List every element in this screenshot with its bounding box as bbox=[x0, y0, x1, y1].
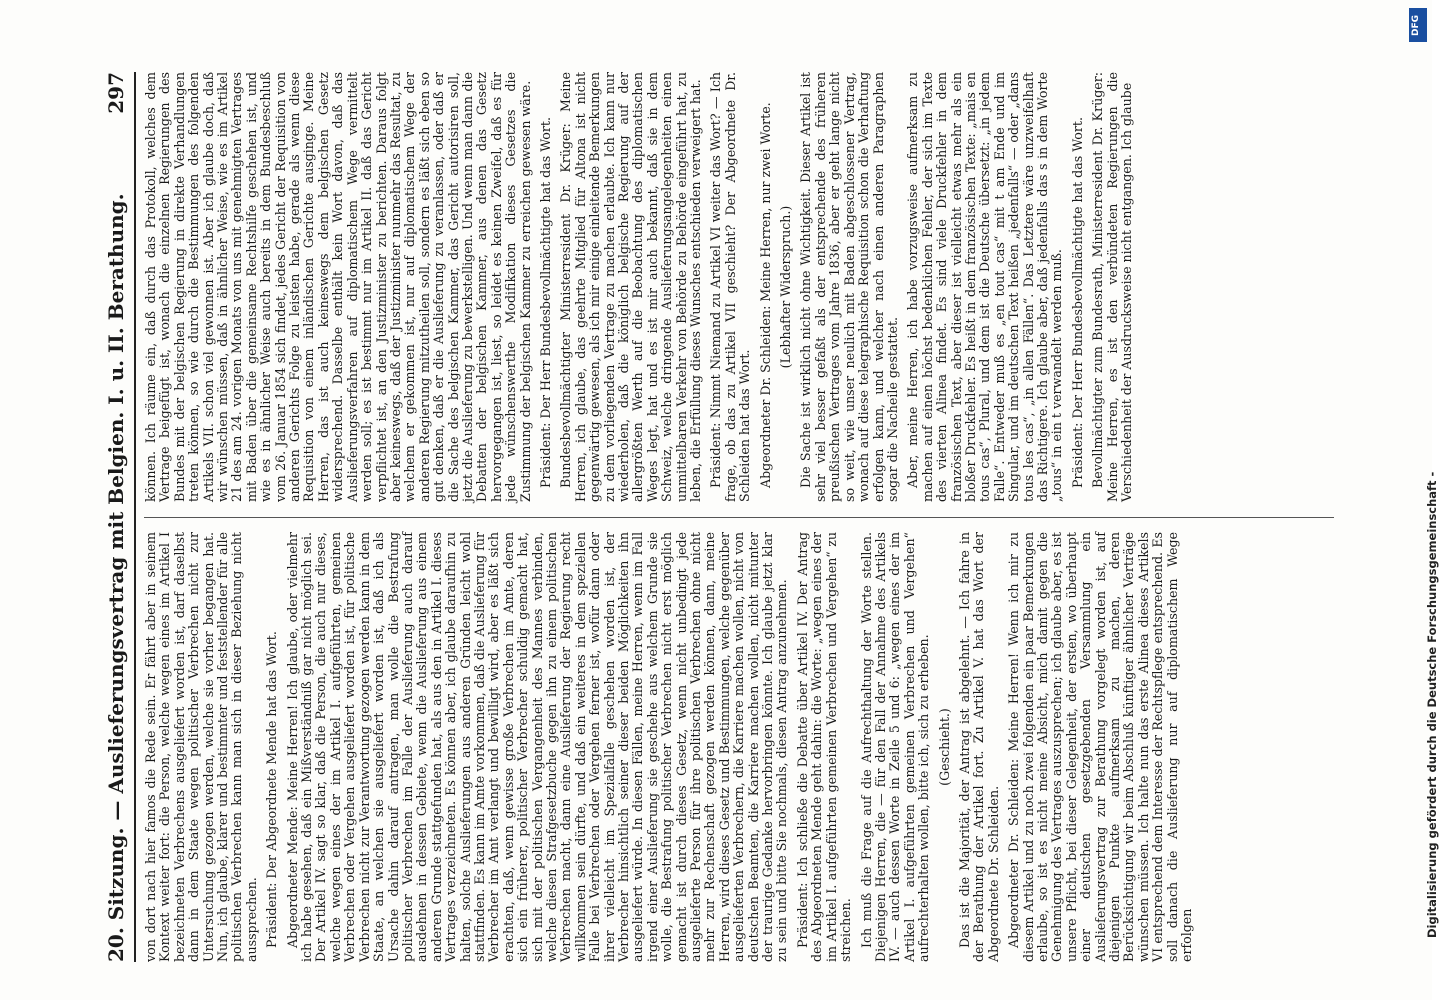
paragraph: Bevollmächtigter zum Bundesrath, Ministerresident Dr. Krüger: Meine Herren, es ist den verbündeten Regierungen die Verschiedenheit der Ausdrucksweise nicht entgangen. Ich glaube bbox=[1090, 72, 1134, 502]
page-number: 297 bbox=[104, 72, 128, 114]
paragraph: Präsident: Ich schließe die Debatte über Artikel IV. Der Antrag des Abgeordneten Mende geht dahin: die Worte: „wegen eines der im Artikel I. aufgeführten gemeinen Verbrechen und Vergehen“ zu streichen. bbox=[794, 532, 854, 962]
rotated-page-content bbox=[100, 72, 1345, 962]
dfg-logo bbox=[1409, 8, 1427, 42]
paragraph: Abgeordneter Dr. Schleiden: Meine Herren! Wenn ich mir zu diesem Artikel und zu noch zwei folgenden ein paar Bemerkungen erlaube, so ist es nicht meine Absicht, mich damit gegen die Genehmigung des Vertrages auszusprechen; ich glaube aber, es ist unsere Pflicht, bei dieser Gelegenheit, der ersten, wo überhaupt einer deutschen gesetzgebenden Versammlung ein Auslieferungsvertrag zur Berathung vorgelegt worden ist, auf diejenigen Punkte aufmerksam zu machen, deren Berücksichtigung wir beim Abschluß künftiger ähnlicher Verträge wünschen müssen. Ich halte nun das erste Alinea dieses Artikels VI entsprechend dem Interesse der Rechtspflege entsprechend. Es soll danach die Auslieferung nur auf diplomatischem Wege erfolgen bbox=[1006, 532, 1195, 962]
paragraph: Abgeordneter Mende: Meine Herren! Ich glaube, oder vielmehr ich habe gesehen, daß ein Mißverständniß gar nicht möglich sei. Der Artikel IV. sagt so klar, daß die Person, die auch nur dieses, welche wegen eines der im Artikel I. aufgeführten, gemeinen Verbrechen oder Vergehen ausgeliefert worden ist, für politische Verbrechen nicht zur Verantwortung gezogen werden kann in dem Staate, an welchen sie ausgeliefert worden ist, daß ich als Ursache dahin darauf antragen, man wolle die Bestrafung politischer Verbrechen im Falle der Auslieferung auch darauf ausdehnen in dessen Gebiete, wenn die Auslieferung aus einem anderen Grunde stattgefunden hat, als aus den in Artikel I. dieses Vertrages verzeichneten. Es können aber, ich glaube daraufhin zu halten, solche Auslieferungen aus anderen Gründen leicht wohl stattfinden. Es kann im Amte vorkommen, daß die Auslieferung für Verbrecher im Amt verlangt und bewilligt wird, aber es läßt sich erachten, daß, wenn gewisse große Verbrechen im Amte, deren sich ein früherer, politischer Verbrecher schuldig gemacht hat, sich mit der politischen Vergangenheit des Mannes verbinden, welche diesen Strafgesetzbuche gegen ihn zu einem politischen Verbrechen macht, dann eine Auslieferung der Regierung recht willkommen sein dürfte, und daß ein weiteres in dem speziellen Falle bei Verbrechen oder Vergehen ferner ist, wofür dann oder ihrer vielleicht im Spezialfalle geschehen worden ist, der Verbrecher hinsichtlich seiner dieser beiden Möglichkeiten ihn ausgeliefert würde. In diesen Fällen, meine Herren, wenn im Fall irgend einer Auslieferung sie geschehe aus welchem Grunde sie wolle, die Bestrafung politischer Verbrechen nicht erst möglich gemacht ist durch dieses Gesetz, wenn nicht unbedingt jede ausgelieferte Person für ihre politischen Verbrechen ohne nicht mehr zur Rechenschaft gezogen werden können, dann, meine Herren, wird dieses Gesetz und Bestimmungen, welche gegenüber ausgelieferten Verbrechern, die Karriere machen wollen, nicht von deutschen Beamten, die Karriere machen wollen, nicht mitunter der traurige Gedanke hervorbringen könnte. Ich glaube jetzt klar zu sein und bitte Sie nochmals, diesen Antrag anzunehmen. bbox=[284, 532, 790, 962]
right-text-column bbox=[144, 72, 1339, 502]
left-text-column bbox=[144, 532, 1339, 962]
paragraph: Präsident: Der Herr Bundesbevollmächtigte hat das Wort. bbox=[537, 117, 553, 488]
paragraph: Die Sache ist wirklich nicht ohne Wichtigkeit. Dieser Artikel ist sehr viel besser gefaßt als der entsprechende des früheren preußischen Vertrages vom Jahre 1836, aber er geht lange nicht so weit, wie unser neulich mit Baden abgeschlossener Vertrag, wonach auf diese telegraphische Requisition schon die Verhaftung erfolgen kann, und welcher nach einen anderen Paragraphen sogar die Nacheile gestattet. bbox=[798, 72, 900, 502]
paragraph: von dort nach hier famos die Rede sein. Er fährt aber in seinem Kontext weiter fort: die Person, welche wegen eines im Artikel I bezeichneten Verbrechens ausgeliefert worden ist, darf daselbst dann in dem Staate wegen politischer Verbrechen nicht zur Untersuchung gezogen werden, welche sie vorher begangen hat. Nun, ich glaube, klarer und bestimmter und feststellender für alle politischen Verbrechen kann man sich in dieser Beziehung nicht aussprechen. bbox=[143, 532, 259, 962]
paragraph: können. Ich räume ein, daß durch das Protokoll, welches dem Vertrage beigefügt ist, wonach die einzelnen Regierungen des Bundes mit der belgischen Regierung in direkte Verhandlungen treten können, so wie durch die Bestimmungen des folgenden Artikels VII. schon viel gewonnen ist. Aber ich glaube doch, daß wir wünschen müssen, daß in ähnlicher Weise, wie es im Artikel 21 des am 24. vorigen Monats von uns mit genehmigten Vertrages mit Baden über die gemeinsame Rechtshilfe geschehen ist, und wie es in ähnlicher Weise auch bereits in dem Bundesbeschluß vom 26. Januar 1854 sich findet, jedes Gericht der Requisition von anderen Gerichts Folge zu leisten habe, gerade als wenn diese Requisition von einem inländischen Gerichte ausginge. Meine Herren, das ist auch keineswegs dem belgischen Gesetz widersprechend. Dasselbe enthält kein Wort davon, daß das Auslieferungsverfahren auf diplomatischem Wege vermittelt werden soll; es ist bestimmt nur im Artikel II. daß das Gericht verpflichtet ist, an den Justizminister zu berichten. Daraus folgt aber keineswegs, daß der Justizminister nunmehr das Resultat, zu welchem er gekommen ist, nur auf diplomatischem Wege der anderen Regierung mitzutheilen soll, sondern es läßt sich eben so gut denken, daß er die Auslieferung zu veranlassen, oder daß er die Sache des belgischen Kammer, das Gericht autorisiren soll, jetzt die Auslieferung zu bewerkstelligen. Und wenn man dann die Debatten der belgischen Kammer, aus denen das Gesetz hervorgegangen ist, liest, so leidet es keinen Zweifel, daß es für jede wünschenswerthe Modifikation dieses Gesetzes die Zustimmung der belgischen Kammer zu erreichen gewesen wäre. bbox=[143, 72, 533, 502]
stage-direction: (Geschieht.) bbox=[936, 708, 952, 786]
digitization-credit: Digitalisierung gefördert durch die Deutsche Forschungsgemeinschaft - bbox=[1425, 471, 1439, 938]
paragraph: Das ist die Majorität, der Antrag ist abgelehnt. — Ich fahre in der Berathung der Artikel fort. Zu Artikel V. hat das Wort der Abgeordnete Dr. Schleiden. bbox=[956, 532, 1001, 962]
paragraph: Abgeordneter Dr. Schleiden: Meine Herren, nur zwei Worte. bbox=[757, 102, 773, 488]
stage-direction: (Lebhafter Widerspruch.) bbox=[778, 205, 794, 369]
paragraph: Ich muß die Frage auf die Aufrechthaltung der Worte stellen. Diejenigen Herren, die — für den Fall der Annahme des Artikels IV. — auch dessen Worte in Zeile 5 und 6: „wegen eines der im Artikel I. aufgeführten gemeinen Verbrechen und Vergehen“ aufrechterhalten wollen, bitte ich, sich zu erheben. bbox=[858, 532, 932, 962]
paragraph: Aber, meine Herren, ich habe vorzugsweise aufmerksam zu machen auf einen höchst bedenklichen Fehler, der sich im Texte des vierten Alinea findet. Es sind viele Druckfehler in dem französischen Text, aber dieser ist vielleicht etwas mehr als ein bloßer Druckfehler. Es heißt in dem französischen Texte: „mais en tous cas“, Plural, und dem ist die Deutsche übersetzt: „in jedem Falle“. Entweder muß es „en tout cas“ mit t am Ende und im Singular, und im deutschen Text heißen „jedenfalls“ — oder „dans tous les cas“, „in allen Fällen“. Das Letztere wäre unzweifelhaft das Richtigere. Ich glaube aber, daß jedenfalls das s in dem Worte „tous“ in ein t verwandelt werden muß. bbox=[905, 72, 1065, 502]
column-divider bbox=[144, 517, 1334, 518]
page-header bbox=[100, 72, 136, 962]
paragraph: Bundesbevollmächtigter Ministerresident Dr. Krüger: Meine Herren, ich glaube, das geehrte Mitglied für Altona ist nicht gegenwärtig gewesen, als ich mir einige einleitende Bemerkungen zu dem vorliegenden Vertrage zu machen erlaubte. Ich kann nur wiederholen, daß die königlich belgische Regierung auf der allergrößten Werth auf die Beobachtung des diplomatischen Weges legt, hat und es ist mir auch bekannt, daß sie in dem Schweiz, welche dringende Auslieferungsangelegenheiten einen unmittelbaren Verkehr von Behörde zu Behörde eingeführt hat, zu leben, die Erfüllung dieses Wunsches entschieden verweigert hat. bbox=[558, 72, 704, 502]
running-head: 20. Sitzung. — Auslieferungsvertrag mit Belgien. I. u. II. Berathung. bbox=[104, 193, 128, 962]
paragraph: Präsident: Der Abgeordnete Mende hat das Wort. bbox=[264, 631, 280, 948]
dfg-logo-text: DFG bbox=[1411, 14, 1421, 36]
paragraph: Präsident: Der Herr Bundesbevollmächtigte hat das Wort. bbox=[1069, 117, 1085, 488]
paragraph: Präsident: Nimmt Niemand zu Artikel VI weiter das Wort? — Ich frage, ob das zu Artikel VII geschieht? Der Abgeordnete Dr. Schleiden hat das Wort. bbox=[708, 72, 753, 502]
